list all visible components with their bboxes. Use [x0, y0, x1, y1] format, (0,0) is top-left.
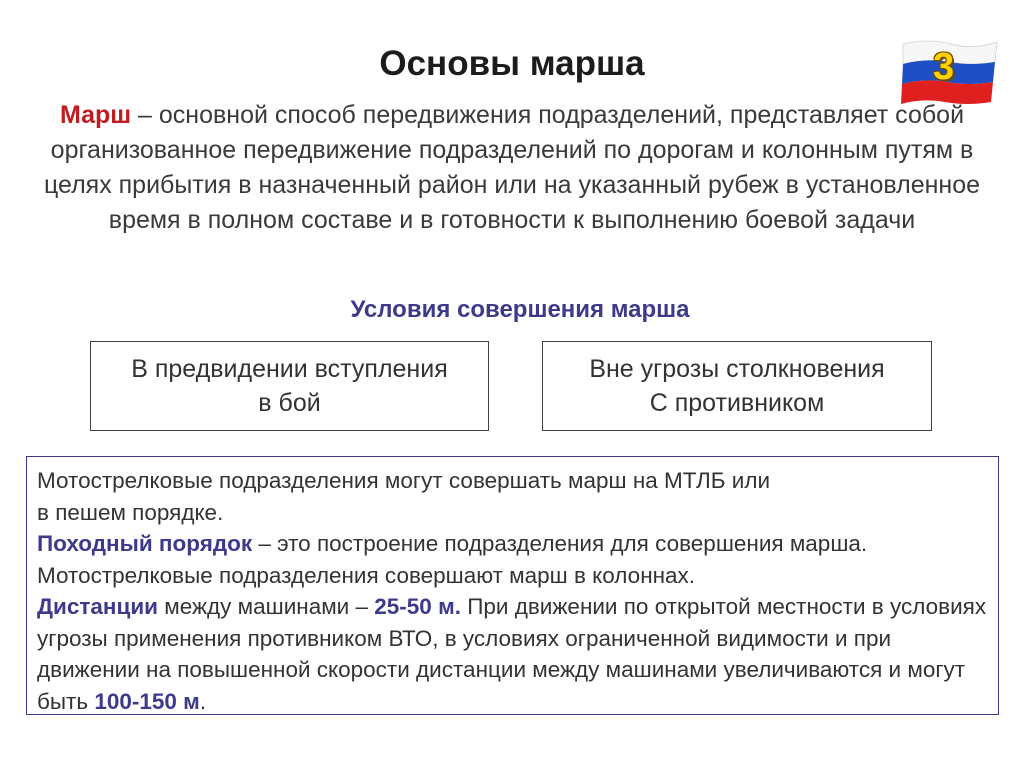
distance-value-normal: 25-50 м. — [374, 594, 461, 619]
info-line: Мотострелковые подразделения могут совершать марш на МТЛБ или — [37, 468, 771, 493]
distances-text: При движении по открытой местности в условиях угрозы применения противником ВТО, в условиях ограниченной видимости и при движении на повышенной скорости дистанции между машинами увеличиваются и могут быть — [37, 594, 987, 714]
distance-value-increased: 100-150 м — [94, 688, 200, 714]
marching-order-term: Походный порядок — [37, 531, 253, 556]
distances-paragraph — [37, 591, 988, 717]
info-line: в пешем порядке. — [37, 499, 224, 525]
slide-title: Основы марша — [379, 44, 645, 83]
condition-box-before-battle — [90, 341, 489, 431]
condition-line: В предвидении вступления — [131, 355, 448, 383]
condition-line: в бой — [258, 389, 321, 417]
distances-end: . — [199, 688, 207, 714]
marching-order-text: – это построение подразделения для совершения марша. — [252, 531, 868, 556]
definition-text: – основной способ передвижения подразделений, представляет собой организованное передвижение подразделений по дорогам и колонным путям в целях прибытия в назначенный район или на указанный рубеж в установленное время в полном составе и в готовности к выполнению боевой задачи — [43, 101, 981, 234]
info-box — [26, 456, 999, 715]
flag-badge — [899, 38, 999, 106]
conditions-heading: Условия совершения марша — [350, 296, 690, 323]
distances-term: Дистанции — [37, 594, 158, 619]
condition-box-no-threat — [542, 341, 932, 431]
condition-line: Вне угрозы столкновения — [589, 355, 885, 383]
info-line: Мотострелковые подразделения совершают марш в колоннах. — [37, 562, 696, 588]
marching-order-paragraph — [37, 528, 988, 560]
definition-term: Марш — [59, 101, 132, 129]
definition-paragraph — [30, 98, 994, 238]
distances-text: между машинами – — [158, 594, 375, 619]
slide-number: 3 — [933, 46, 955, 88]
condition-line: С противником — [649, 389, 825, 417]
